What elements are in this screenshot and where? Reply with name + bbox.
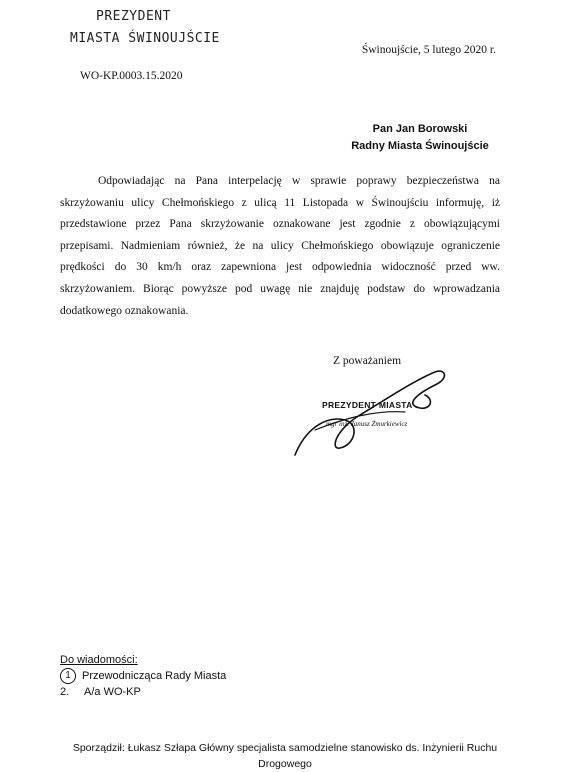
- addressee-block: [300, 121, 540, 155]
- stamp-line-2: MIASTA ŚWINOUJŚCIE: [70, 31, 220, 46]
- footer-line-1: Sporządził: Łukasz Szłapa Główny specjalista samodzielne stanowisko ds. Inżynierii Ruchu: [72, 742, 498, 754]
- cc-heading: Do wiadomości:: [60, 654, 138, 666]
- body-paragraph: Odpowiadając na Pana interpelację w sprawie poprawy bezpieczeństwa na skrzyżowaniu ulicy Chełmońskiego z ulicą 11 Listopada w Świnoujściu informuję, iż przedstawione przez Pana skrzyżowanie oznakowane jest zgodnie z obowiązującymi przepisami. Nadmieniam również, że na ulicy Chełmońskiego obowiązuje ograniczenie prędkości do 30 km/h oraz zapewniona jest odpowiednia widoczność przed ww. skrzyżowaniem. Biorąc powyższe pod uwagę nie znajduję podstaw do wprowadzania dodatkowego oznakowania.: [60, 175, 500, 317]
- stamp-line-1: PREZYDENT: [96, 9, 171, 24]
- cc-item-number: 2.: [60, 686, 70, 698]
- cc-item-number-circled: 1: [60, 668, 76, 684]
- cc-item-label: Przewodnicząca Rady Miasta: [82, 670, 227, 682]
- letter-date: Świnoujście, 5 lutego 2020 r.: [361, 44, 496, 56]
- letter-body: [60, 171, 500, 322]
- cc-list: [60, 668, 226, 700]
- cc-item: [60, 668, 226, 684]
- addressee-title: Radny Miasta Świnoujście: [351, 140, 489, 152]
- cc-item-label: A/a WO-KP: [84, 686, 141, 698]
- signatory-name: mgr inż. Janusz Żmurkiewicz: [326, 420, 408, 428]
- footer-line-2: Drogowego: [258, 758, 312, 770]
- closing-regards: Z poważaniem: [333, 355, 402, 367]
- addressee-name: Pan Jan Borowski: [372, 123, 468, 135]
- prepared-by-footer: [0, 740, 570, 772]
- signatory-title: PREZYDENT MIASTA: [322, 400, 413, 410]
- signature-block: [322, 400, 452, 428]
- reference-number: WO-KP.0003.15.2020: [80, 70, 183, 82]
- office-stamp: [70, 6, 220, 50]
- cc-item: [60, 684, 226, 700]
